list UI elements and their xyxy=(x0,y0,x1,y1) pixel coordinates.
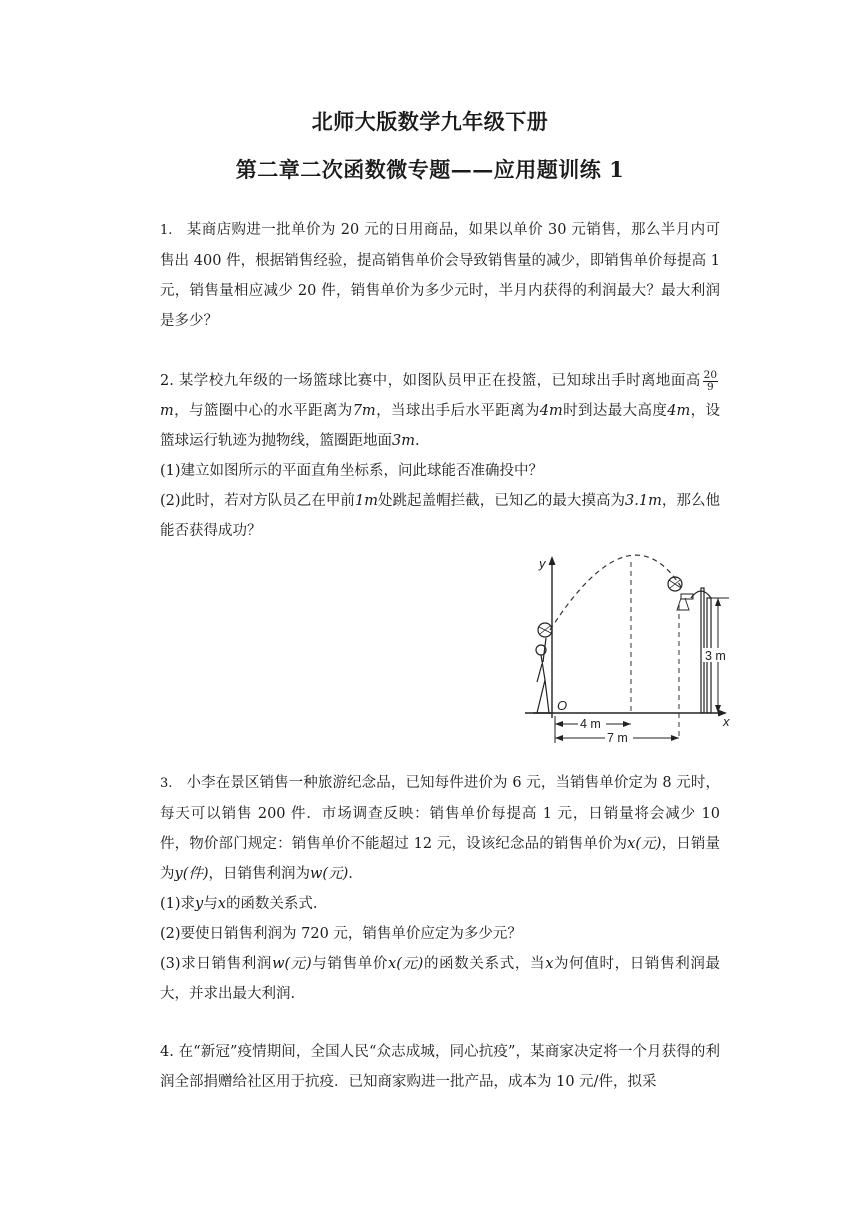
ball-trajectory xyxy=(550,555,683,630)
hoop-icon xyxy=(668,577,711,713)
question-text: 某学校九年级的一场篮球比赛中，如图队员甲正在投篮，已知球出手时离地面高 xyxy=(178,373,701,389)
label-7m: 7 m xyxy=(607,731,628,745)
question-4 xyxy=(160,1037,720,1097)
label-4m: 4 m xyxy=(580,717,601,731)
y-axis-label: y xyxy=(539,556,546,571)
x-axis-label: x xyxy=(723,714,730,729)
player-icon xyxy=(533,623,552,713)
question-number: 2. xyxy=(160,373,174,389)
question-1 xyxy=(160,215,720,336)
question-part-1: (1)求y与x的函数关系式. xyxy=(160,896,318,912)
question-2: 2. 某学校九年级的一场篮球比赛中，如图队员甲正在投篮，已知球出手时离地面高 $\frac{20}{9}$ m，与篮圈中心的水平距离为7m，当球出手后水平距离为4m时到达最大高度4m，设篮球运行轨迹为抛物线，篮圈距地面3m. (1)建立如图所示的平面直角坐标系，问此球能否准确投中？ (2)此时，若对方队员乙在甲前1m处跳起盖帽拦截，已知乙的最大摸高为3.1m，那么他能否获得成功？ xyxy=(160,366,720,546)
question-part-2: (2)此时，若对方队员乙在甲前1m处跳起盖帽拦截，已知乙的最大摸高为3.1m，那么他能否获得成功？ xyxy=(160,493,720,539)
question-text: 在“新冠”疫情期间，全国人民“众志成城，同心抗疫”，某商家决定将一个月获得的利润全部捐赠给社区用于抗疫．已知商家购进一批产品，成本为 10 元/件，拟采 xyxy=(160,1044,721,1090)
question-part-3: (3)求日销售利润w(元)与销售单价x(元)的函数关系式，当x为何值时，日销售利润最大，并求出最大利润. xyxy=(160,956,721,1002)
question-number: 3. xyxy=(160,776,173,791)
origin-label: O xyxy=(557,698,568,713)
question-text: 某商店购进一批单价为 20 元的日用商品，如果以单价 30 元销售，那么半月内可售出 400 件，根据销售经验，提高销售单价会导致销售量的减少，即销售单价每提高 1 元，销售量相应减少 20 件，销售单价为多少元时，半月内获得的利润最大？最大利润是多少？ xyxy=(160,222,720,329)
document-subtitle: 第二章二次函数微专题——应用题训练 1 xyxy=(235,157,625,182)
basketball-figure xyxy=(515,550,755,750)
question-number: 1. xyxy=(160,223,173,238)
document-title: 北师大版数学九年级下册 xyxy=(311,109,549,134)
question-part-2: (2)要使日销售利润为 720 元，销售单价应定为多少元？ xyxy=(160,926,522,942)
question-part-1: (1)建立如图所示的平面直角坐标系，问此球能否准确投中？ xyxy=(160,463,544,479)
fraction: $\frac{20}{9}$ xyxy=(703,368,718,393)
label-3m: 3 m xyxy=(705,649,726,663)
question-text: 小李在景区销售一种旅游纪念品，已知每件进价为 6 元，当销售单价定为 8 元时，每天可以销售 200 件．市场调查反映：销售单价每提高 1 元，日销量将会减少 10 件，物价部门规定：销售单价不能超过 12 元，设该纪念品的销售单价为 xyxy=(160,775,720,852)
question-number: 4. xyxy=(160,1044,174,1060)
question-3: 3. 小李在景区销售一种旅游纪念品，已知每件进价为 6 元，当销售单价定为 8 元时，每天可以销售 200 件．市场调查反映：销售单价每提高 1 元，日销量将会减少 10 件，物价部门规定：销售单价不能超过 12 元，设该纪念品的销售单价为x(元)，日销量为y(件)，日销售利润为w(元). (1)求y与x的函数关系式. (2)要使日销售利润为 720 元，销售单价应定为多少元？ (3)求日销售利润w(元)与销售单价x(元)的函数关系式，当x为何值时，日销售利润最大，并求出最大利润. xyxy=(160,768,720,1009)
